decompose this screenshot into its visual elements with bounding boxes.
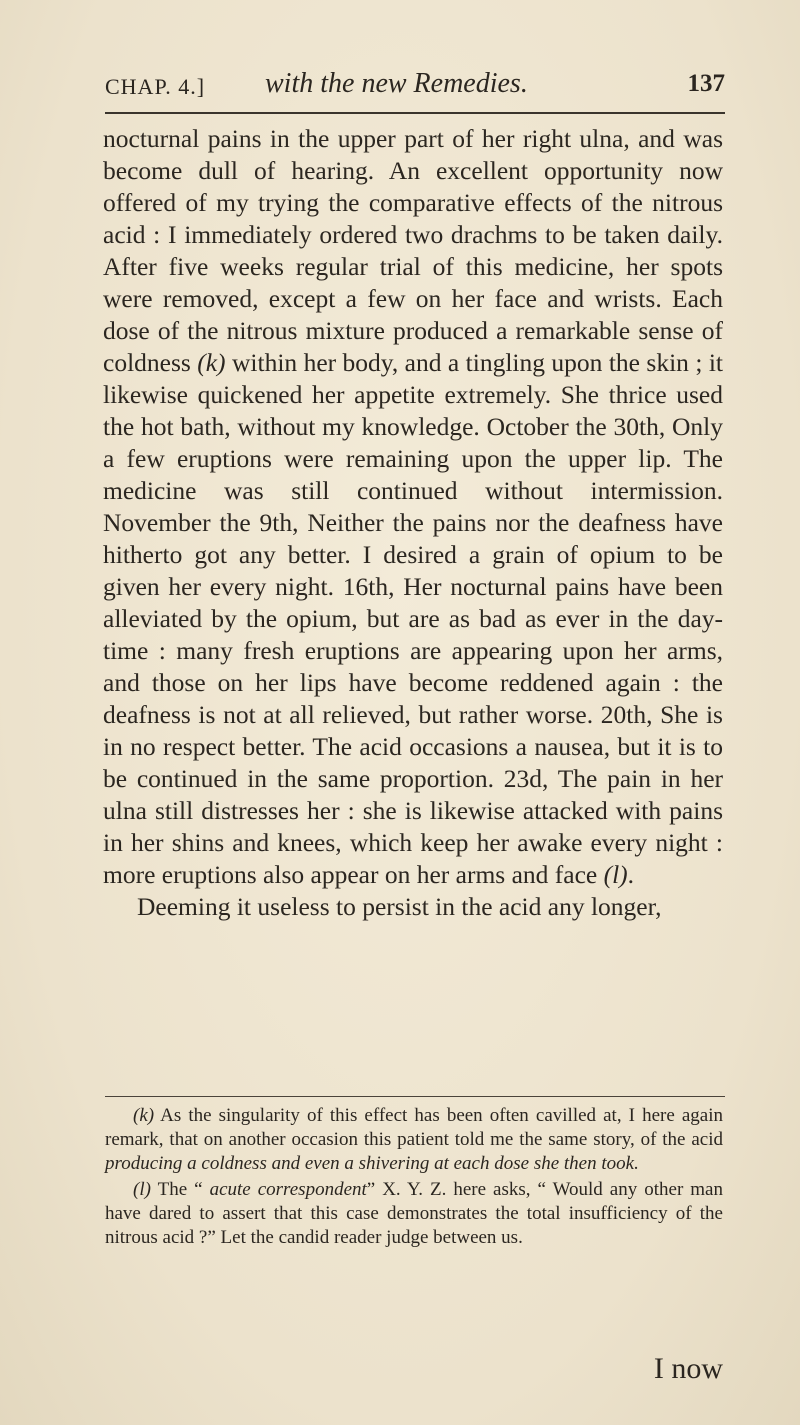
footnote-l-italic: acute correspondent <box>209 1179 367 1200</box>
footnote-k-text: As the singularity of this effect has been often cavilled at, I here again remark, that on another occasion this patient told me the same story, of the acid <box>105 1105 723 1150</box>
footnote-k-marker: (k) <box>133 1105 155 1126</box>
footnotes <box>105 1104 723 1252</box>
footnote-rule <box>105 1096 725 1097</box>
footnote-ref-l: (l) <box>603 860 628 889</box>
running-header <box>105 66 725 110</box>
main-text <box>103 123 723 923</box>
paragraph-1-part-3: . <box>627 860 635 889</box>
footnote-ref-k: (k) <box>197 348 226 377</box>
footnote-l-text-b: ” X. Y. Z. here asks, “ Would any other man have dared to assert that this case demonstrates the total insufficiency of the nitrous acid ?” Let the candid reader judge between us. <box>105 1179 723 1248</box>
page-number: 137 <box>687 70 725 97</box>
paragraph-1-part-1: nocturnal pains in the upper part of her right ulna, and was become dull of hearing. An excellent opportunity now offered of my trying the comparative effects of the nitrous acid : I immediately ordered two drachms to be taken daily. After five weeks regular trial of this medicine, her spots were removed, except a few on her face and wrists. Each dose of the nitrous mixture produced a remarkable sense of coldness <box>103 124 723 377</box>
chapter-label: CHAP. 4.] <box>105 74 206 99</box>
footnote-l-marker: (l) <box>133 1179 151 1200</box>
header-rule <box>105 112 725 114</box>
paragraph-2: Deeming it useless to persist in the acid any longer, <box>137 892 662 921</box>
footnote-k <box>105 1104 723 1176</box>
catchword: I now <box>653 1352 723 1385</box>
running-title: with the new Remedies. <box>265 68 528 99</box>
footnote-l-text-a: The “ <box>150 1179 210 1200</box>
paragraph-1 <box>103 123 723 891</box>
footnote-k-italic: producing a coldness and even a shivering at each dose she then took. <box>105 1153 639 1174</box>
paragraph-1-part-2: within her body, and a tingling upon the skin ; it likewise quickened her appetite extremely. She thrice used the hot bath, without my knowledge. October the 30th, Only a few eruptions were remaining upon the upper lip. The medicine was still continued without intermission. November the 9th, Neither the pains nor the deafness have hitherto got any better. I desired a grain of opium to be given her every night. 16th, Her nocturnal pains have been alleviated by the opium, but are as bad as ever in the day-time : many fresh eruptions are appearing upon her arms, and those on her lips have become reddened again : the deafness is not at all relieved, but rather worse. 20th, She is in no respect better. The acid occasions a nausea, but it is to be continued in the same proportion. 23d, The pain in her ulna still distresses her : she is likewise attacked with pains in her shins and knees, which keep her awake every night : more eruptions also appear on her arms and face <box>103 348 723 889</box>
footnote-l <box>105 1178 723 1250</box>
